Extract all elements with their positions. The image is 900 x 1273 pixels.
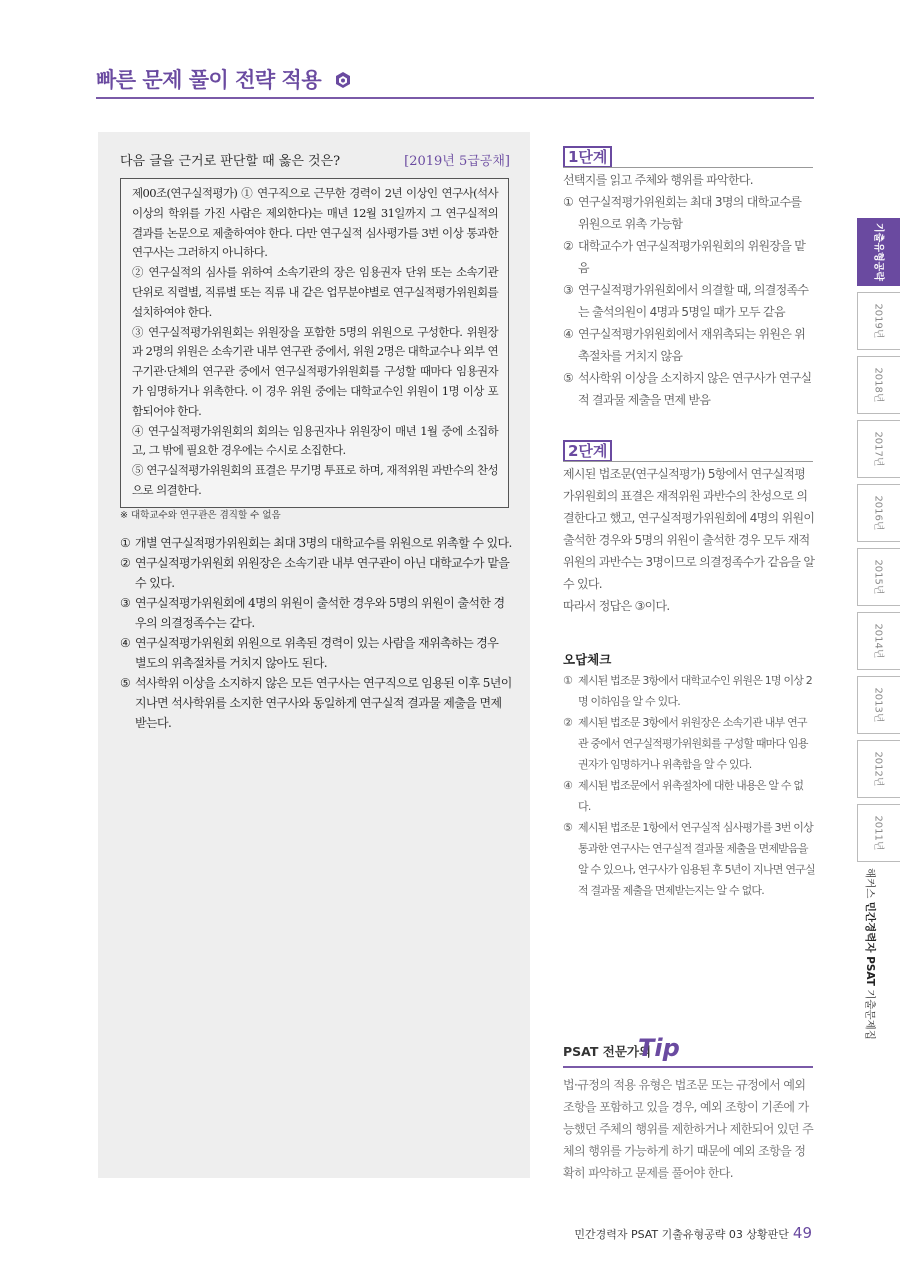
step1-item <box>563 323 815 367</box>
answer-choices <box>120 533 512 733</box>
choice-item[interactable] <box>120 633 512 673</box>
item-number: ② <box>563 716 573 729</box>
side-tab-2019[interactable] <box>857 292 900 350</box>
tip-word: Tip <box>638 1034 680 1062</box>
law-text-box <box>120 178 509 508</box>
footer-text: 민간경력자 PSAT 기출유형공략 03 상황판단 <box>574 1228 789 1241</box>
item-text: 제시된 법조문 1항에서 연구실적 심사평가를 3번 이상 통과한 연구사는 연구실적 결과물 제출을 면제받음을 알 수 있으나, 연구사가 임용된 후 5년이 지나면 연구실적 결과물 제출을 면제받는지는 알 수 없다. <box>578 821 815 897</box>
side-tab-2018[interactable] <box>857 356 900 414</box>
choice-text: 석사학위 이상을 소지하지 않은 모든 연구사는 연구직으로 임용된 이후 5년이 지나면 석사학위를 소지한 연구사와 동일하게 연구실적 결과물 제출을 면제받는다. <box>135 676 512 730</box>
item-text: 연구실적평가위원회에서 재위촉되는 위원은 위촉절차를 거치지 않음 <box>578 327 806 363</box>
side-tab-2012[interactable] <box>857 740 900 798</box>
item-number: ④ <box>563 327 574 341</box>
step2-answer: 따라서 정답은 ③이다. <box>563 599 670 613</box>
choice-number: ① <box>120 536 131 550</box>
header-divider <box>96 97 814 99</box>
item-text: 석사학위 이상을 소지하지 않은 연구사가 연구실적 결과물 제출을 면제 받음 <box>578 371 812 407</box>
side-tab-2014[interactable] <box>857 612 900 670</box>
item-text: 제시된 법조문 3항에서 대학교수인 위원은 1명 이상 2명 이하임을 알 수 있다. <box>578 674 812 708</box>
law-paragraph: ③ 연구실적평가위원회는 위원장을 포함한 5명의 위원으로 구성한다. 위원장과 2명의 위원은 소속기관 내부 연구관 중에서, 위원 2명은 대학교수나 외부 연구기관·단체의 연구관 중에서 연구실적평가위원회를 구성할 때마다 임용권자가 임명하거나 위촉한다. 이 경우 위원 중에는 대학교수인 위원이 1명 이상 포함되어야 한다. <box>132 324 498 418</box>
wrong-check-item <box>563 775 815 817</box>
law-paragraph: ④ 연구실적평가위원회의 회의는 임용권자나 위원장이 매년 1월 중에 소집하고, 그 밖에 필요한 경우에는 수시로 소집한다. <box>132 423 498 458</box>
footnote: ※ 대학교수와 연구관은 겸직할 수 없음 <box>120 510 281 521</box>
choice-item[interactable] <box>120 553 512 593</box>
page-section-title <box>96 64 352 94</box>
side-tab-guide[interactable] <box>857 218 900 286</box>
side-tab-2013[interactable] <box>857 676 900 734</box>
item-number: ⑤ <box>563 371 574 385</box>
question-source: [2019년 5급공채] <box>404 154 510 169</box>
choice-number: ④ <box>120 636 131 650</box>
choice-item[interactable] <box>120 533 512 553</box>
question-prompt: 다음 글을 근거로 판단할 때 옳은 것은? <box>120 154 341 169</box>
item-text: 제시된 법조문 3항에서 위원장은 소속기관 내부 연구관 중에서 연구실적평가위원회를 구성할 때마다 임용권자가 임명하거나 위촉함을 알 수 있다. <box>578 716 808 771</box>
side-tab-nav <box>857 218 900 868</box>
side-tab-2015[interactable] <box>857 548 900 606</box>
step2-label: 2단계 <box>563 440 612 462</box>
tip-divider <box>563 1066 813 1068</box>
item-text: 제시된 법조문에서 위촉절차에 대한 내용은 알 수 없다. <box>578 779 804 813</box>
tip-body: 법·규정의 적용 유형은 법조문 또는 규정에서 예외 조항을 포함하고 있을 경우, 예외 조항이 기존에 가능했던 주체의 행위를 제한하거나 제한되어 있던 주체의 행위를 가능하게 하기 때문에 예외 조항을 정확히 파악하고 문제를 풀어야 한다. <box>563 1078 814 1180</box>
tab-label: 기출유형공략 <box>872 223 883 281</box>
step1-item <box>563 191 815 235</box>
step1-item <box>563 279 815 323</box>
item-number: ② <box>563 239 574 253</box>
side-tab-2017[interactable] <box>857 420 900 478</box>
choice-number: ② <box>120 556 131 570</box>
choice-text: 개별 연구실적평가위원회는 최대 3명의 대학교수를 위원으로 위촉할 수 있다. <box>135 536 512 550</box>
item-text: 대학교수가 연구실적평가위원회의 위원장을 맡음 <box>578 239 806 275</box>
wrong-check-list <box>563 670 815 901</box>
book-title-post: 기출문제집 <box>864 985 876 1040</box>
tab-label: 2017년 <box>872 431 883 467</box>
step1-divider <box>563 167 813 168</box>
step2-divider <box>563 461 813 462</box>
choice-item[interactable] <box>120 593 512 633</box>
step1-content <box>563 169 815 411</box>
item-text: 연구실적평가위원회는 최대 3명의 대학교수를 위원으로 위촉 가능함 <box>578 195 802 231</box>
choice-item[interactable] <box>120 673 512 733</box>
step2-body: 제시된 법조문(연구실적평가) 5항에서 연구실적평가위원회의 표결은 재적위원 과반수의 찬성으로 의결한다고 했고, 연구실적평가위원회에 4명의 위원이 출석한 경우와 5명의 위원이 출석한 경우 모두 재적위원의 과반수는 3명이므로 의결정족수가 같음을 알 수 있다. <box>563 467 815 591</box>
wrong-check-item <box>563 712 815 775</box>
step1-item <box>563 367 815 411</box>
tab-label: 2018년 <box>872 367 883 403</box>
page-number: 49 <box>792 1224 812 1242</box>
question-header <box>120 150 510 169</box>
choice-number: ⑤ <box>120 676 131 690</box>
item-number: ③ <box>563 283 574 297</box>
choice-text: 연구실적평가위원회 위원으로 위촉된 경력이 있는 사람을 재위촉하는 경우 별도의 위촉절차를 거치지 않아도 된다. <box>135 636 499 670</box>
step1-item <box>563 235 815 279</box>
tab-label: 2011년 <box>872 815 883 851</box>
cube-icon <box>334 71 352 89</box>
tab-label: 2013년 <box>872 687 883 723</box>
wrong-check-title: 오답체크 <box>563 652 612 667</box>
item-number: ⑤ <box>563 821 573 834</box>
tab-label: 2012년 <box>872 751 883 787</box>
wrong-check-item <box>563 817 815 901</box>
section-title-text: 빠른 문제 풀이 전략 적용 <box>96 68 322 92</box>
book-title-pre: 해커스 <box>864 868 876 902</box>
item-number: ④ <box>563 779 573 792</box>
wrong-check-item <box>563 670 815 712</box>
page-footer <box>574 1224 812 1242</box>
tab-label: 2019년 <box>872 303 883 339</box>
step2-content <box>563 463 815 617</box>
law-paragraph: ⑤ 연구실적평가위원회의 표결은 무기명 투표로 하며, 재적위원 과반수의 찬성으로 의결한다. <box>132 463 498 497</box>
tab-label: 2014년 <box>872 623 883 659</box>
law-paragraph: 제00조(연구실적평가) ① 연구직으로 근무한 경력이 2년 이상인 연구사(석사 이상의 학위를 가진 사람은 제외한다)는 매년 12월 31일까지 그 연구실적의 결과를 논문으로 제출하여야 한다. 다만 연구실적 심사평가를 3번 이상 통과한 연구사는 그러하지 아니하다. <box>132 186 498 260</box>
item-number: ① <box>563 674 573 687</box>
side-tab-2011[interactable] <box>857 804 900 862</box>
tab-label: 2016년 <box>872 495 883 531</box>
side-tab-2016[interactable] <box>857 484 900 542</box>
choice-number: ③ <box>120 596 131 610</box>
item-number: ① <box>563 195 574 209</box>
step1-label: 1단계 <box>563 146 612 168</box>
tab-label: 2015년 <box>872 559 883 595</box>
step1-intro: 선택지를 읽고 주체와 행위를 파악한다. <box>563 173 753 187</box>
book-title-bold: 민간경력자 PSAT <box>864 901 876 986</box>
item-text: 연구실적평가위원회에서 의결할 때, 의결정족수는 출석의원이 4명과 5명일 때가 모두 같음 <box>578 283 809 319</box>
tip-heading: PSAT 전문가의 <box>563 1044 652 1059</box>
choice-text: 연구실적평가위원회에 4명의 위원이 출석한 경우와 5명의 위원이 출석한 경우의 의결정족수는 같다. <box>135 596 505 630</box>
choice-text: 연구실적평가위원회 위원장은 소속기관 내부 연구관이 아닌 대학교수가 맡을 수 있다. <box>135 556 510 590</box>
law-paragraph: ② 연구실적의 심사를 위하여 소속기관의 장은 임용권자 단위 또는 소속기관 단위로 직렬별, 직류별 또는 직류 내 같은 업무분야별로 연구실적평가위원회를 설치하여야 한다. <box>132 265 498 319</box>
